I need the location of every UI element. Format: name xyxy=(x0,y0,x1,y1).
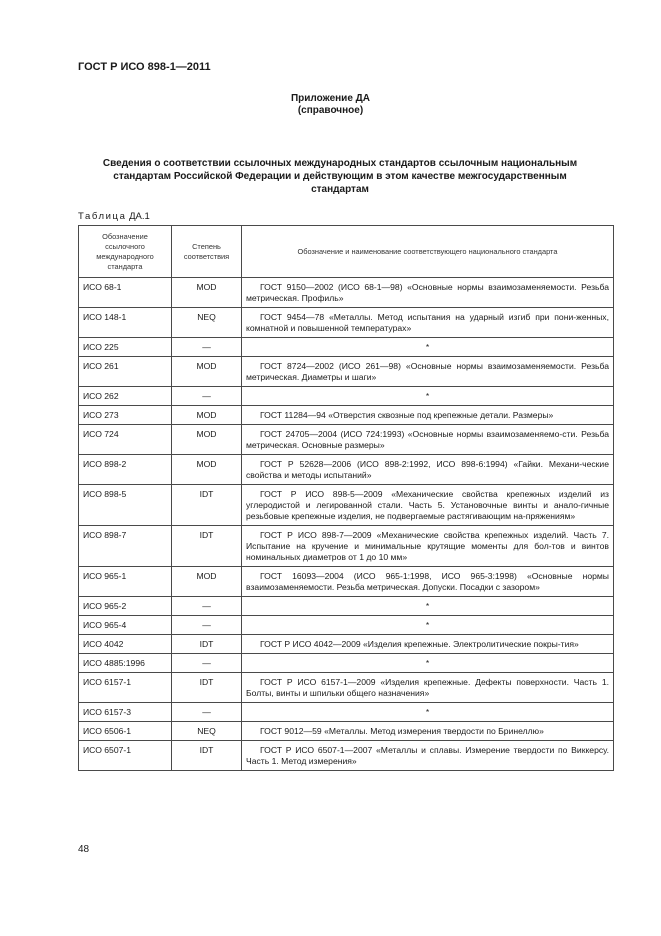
cell-reference-standard: ИСО 4885:1996 xyxy=(79,654,172,673)
cell-degree: MOD xyxy=(172,357,242,387)
table-header-row xyxy=(79,226,614,278)
table-row xyxy=(79,654,614,673)
cell-degree: — xyxy=(172,703,242,722)
cell-national-standard: * xyxy=(242,654,614,673)
table-row xyxy=(79,597,614,616)
table-caption-id: ДА.1 xyxy=(129,211,150,222)
cell-national-standard: * xyxy=(242,616,614,635)
cell-reference-standard: ИСО 898-2 xyxy=(79,455,172,485)
document-header: ГОСТ Р ИСО 898-1—2011 xyxy=(78,61,211,73)
cell-national-standard: ГОСТ Р ИСО 898-7—2009 «Механические свойства крепежных изделий. Часть 7. Испытание на кручение и минимальные крутящие моменты для бол-тов и винтов номинальных диаметров от 1 до 10 мм» xyxy=(242,526,614,567)
section-title-line: Сведения о соответствии ссылочных международных стандартов ссылочным национальным xyxy=(102,158,578,169)
header-national-standard: Обозначение и наименование соответствующего национального стандарта xyxy=(242,226,614,278)
cell-degree: IDT xyxy=(172,673,242,703)
table-row xyxy=(79,722,614,741)
table-body xyxy=(79,278,614,771)
table-row xyxy=(79,703,614,722)
cell-degree: IDT xyxy=(172,741,242,771)
cell-degree: — xyxy=(172,654,242,673)
cell-national-standard: * xyxy=(242,387,614,406)
cell-reference-standard: ИСО 225 xyxy=(79,338,172,357)
table-row xyxy=(79,526,614,567)
page-number: 48 xyxy=(78,844,90,855)
cell-reference-standard: ИСО 724 xyxy=(79,425,172,455)
appendix-subtitle: (справочное) xyxy=(297,105,364,116)
correspondence-table xyxy=(78,225,614,771)
cell-degree: — xyxy=(172,338,242,357)
cell-reference-standard: ИСО 965-4 xyxy=(79,616,172,635)
cell-degree: IDT xyxy=(172,485,242,526)
cell-national-standard: ГОСТ Р ИСО 6507-1—2007 «Металлы и сплавы. Измерение твердости по Виккерсу. Часть 1. Метод измерения» xyxy=(242,741,614,771)
cell-degree: MOD xyxy=(172,406,242,425)
cell-reference-standard: ИСО 898-5 xyxy=(79,485,172,526)
table-caption xyxy=(78,211,150,222)
cell-national-standard: ГОСТ 11284—94 «Отверстия сквозные под крепежные детали. Размеры» xyxy=(242,406,614,425)
table-row xyxy=(79,308,614,338)
cell-degree: — xyxy=(172,387,242,406)
cell-national-standard: ГОСТ 9150—2002 (ИСО 68-1—98) «Основные нормы взаимозаменяемости. Резьба метрическая. Профиль» xyxy=(242,278,614,308)
cell-national-standard: ГОСТ Р ИСО 6157-1—2009 «Изделия крепежные. Дефекты поверхности. Часть 1. Болты, винты и шпильки общего назначения» xyxy=(242,673,614,703)
table-row xyxy=(79,406,614,425)
cell-reference-standard: ИСО 6157-3 xyxy=(79,703,172,722)
cell-reference-standard: ИСО 262 xyxy=(79,387,172,406)
table-row xyxy=(79,357,614,387)
cell-degree: NEQ xyxy=(172,722,242,741)
cell-degree: IDT xyxy=(172,635,242,654)
cell-degree: — xyxy=(172,597,242,616)
cell-reference-standard: ИСО 261 xyxy=(79,357,172,387)
table-row xyxy=(79,455,614,485)
table-row xyxy=(79,278,614,308)
table-caption-word: Таблица xyxy=(78,211,127,222)
cell-national-standard: ГОСТ Р ИСО 4042—2009 «Изделия крепежные. Электролитические покры-тия» xyxy=(242,635,614,654)
cell-reference-standard: ИСО 6157-1 xyxy=(79,673,172,703)
cell-national-standard: * xyxy=(242,703,614,722)
cell-reference-standard: ИСО 148-1 xyxy=(79,308,172,338)
cell-national-standard: ГОСТ 8724—2002 (ИСО 261—98) «Основные нормы взаимозаменяемости. Резьба метрическая. Диаметры и шаги» xyxy=(242,357,614,387)
cell-degree: MOD xyxy=(172,278,242,308)
table-row xyxy=(79,673,614,703)
cell-degree: NEQ xyxy=(172,308,242,338)
table-row xyxy=(79,616,614,635)
cell-national-standard: ГОСТ Р 52628—2006 (ИСО 898-2:1992, ИСО 898-6:1994) «Гайки. Механи-ческие свойства и методы испытаний» xyxy=(242,455,614,485)
section-title-line: стандартам Российской Федерации и действующим в этом качестве межгосударственным xyxy=(113,171,567,182)
cell-national-standard: ГОСТ 24705—2004 (ИСО 724:1993) «Основные нормы взаимозаменяемо-сти. Резьба метрическая. Основные размеры» xyxy=(242,425,614,455)
cell-national-standard: ГОСТ 16093—2004 (ИСО 965-1:1998, ИСО 965-3:1998) «Основные нормы взаимозаменяемости. Резьба метрическая. Допуски. Посадки с зазором» xyxy=(242,567,614,597)
appendix-heading xyxy=(0,93,661,117)
cell-national-standard: * xyxy=(242,597,614,616)
cell-reference-standard: ИСО 6506-1 xyxy=(79,722,172,741)
cell-reference-standard: ИСО 965-1 xyxy=(79,567,172,597)
cell-reference-standard: ИСО 965-2 xyxy=(79,597,172,616)
cell-degree: MOD xyxy=(172,455,242,485)
header-ref-standard: Обозначение ссылочного международного стандарта xyxy=(79,226,172,278)
cell-degree: IDT xyxy=(172,526,242,567)
cell-reference-standard: ИСО 273 xyxy=(79,406,172,425)
cell-national-standard: ГОСТ 9012—59 «Металлы. Метод измерения твердости по Бринеллю» xyxy=(242,722,614,741)
table-row xyxy=(79,635,614,654)
cell-reference-standard: ИСО 898-7 xyxy=(79,526,172,567)
section-title-line: стандартам xyxy=(311,184,369,195)
table-row xyxy=(79,387,614,406)
cell-national-standard: ГОСТ Р ИСО 898-5—2009 «Механические свойства крепежных изделий из углеродистой и легированной стали. Часть 5. Установочные винты и анало-гичные резьбовые крепежные изделия, не подвергаемые растягивающим на-пряжениям» xyxy=(242,485,614,526)
table-row xyxy=(79,425,614,455)
section-title xyxy=(70,157,610,196)
header-degree: Степень соответствия xyxy=(172,226,242,278)
cell-degree: MOD xyxy=(172,567,242,597)
table-row xyxy=(79,338,614,357)
cell-reference-standard: ИСО 68-1 xyxy=(79,278,172,308)
cell-reference-standard: ИСО 6507-1 xyxy=(79,741,172,771)
cell-degree: — xyxy=(172,616,242,635)
table-row xyxy=(79,567,614,597)
cell-reference-standard: ИСО 4042 xyxy=(79,635,172,654)
table-row xyxy=(79,485,614,526)
cell-national-standard: ГОСТ 9454—78 «Металлы. Метод испытания на ударный изгиб при пони-женных, комнатной и повышенной температурах» xyxy=(242,308,614,338)
cell-degree: MOD xyxy=(172,425,242,455)
cell-national-standard: * xyxy=(242,338,614,357)
table-row xyxy=(79,741,614,771)
appendix-title: Приложение ДА xyxy=(290,93,371,104)
